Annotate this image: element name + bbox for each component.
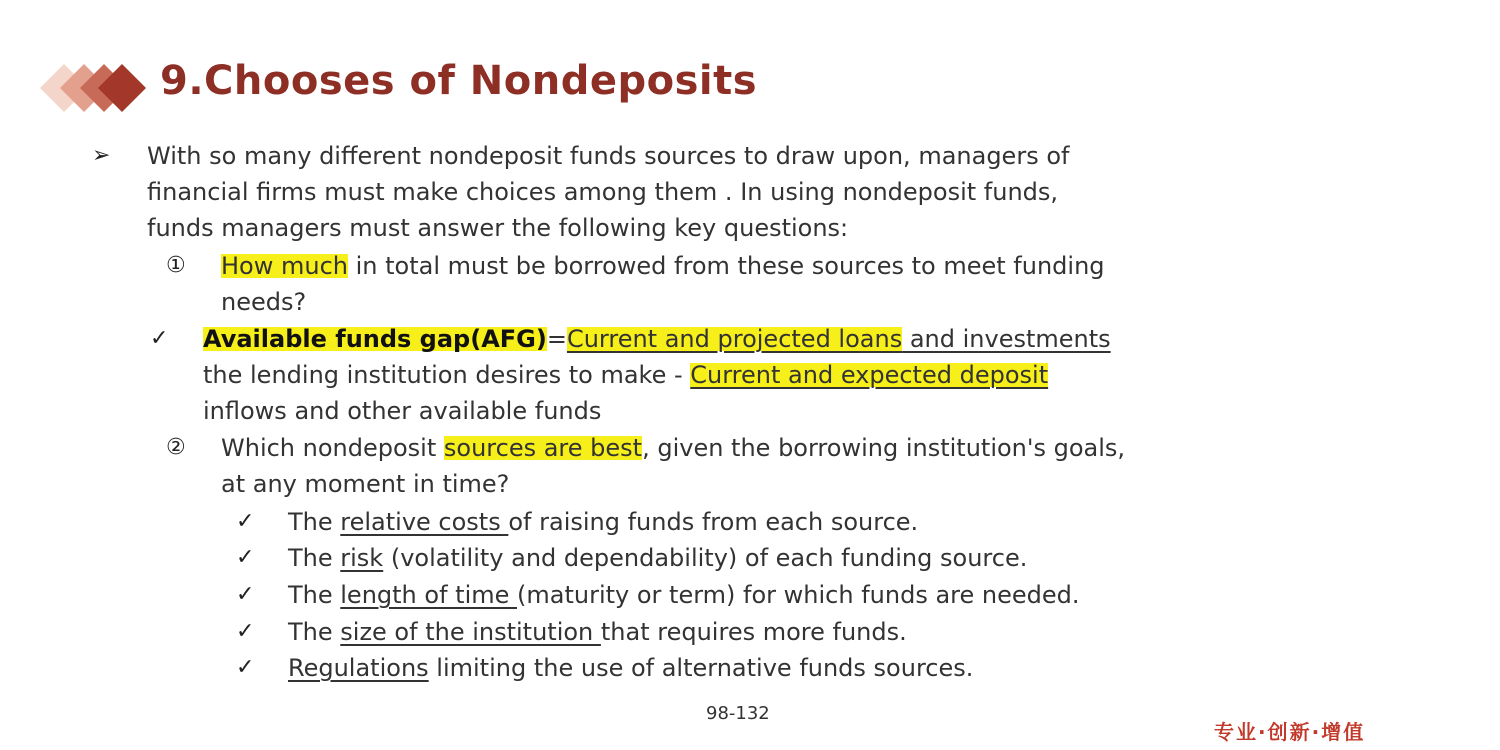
question-1-highlight: How much xyxy=(221,252,348,280)
page-number: 98-132 xyxy=(706,703,770,724)
question-1-line-1 xyxy=(221,248,1105,284)
arrow-bullet-icon: ➢ xyxy=(92,143,111,168)
afg-line-3: inflows and other available funds xyxy=(203,397,602,425)
question-2-rest: , given the borrowing institution's goals, xyxy=(642,434,1126,462)
intro-line-3: funds managers must answer the following key questions: xyxy=(147,214,849,242)
afg-line-1 xyxy=(203,321,1111,357)
question-2-pre: Which nondeposit xyxy=(221,434,444,462)
list-item xyxy=(288,540,1027,576)
question-2-highlight: sources are best xyxy=(443,434,643,462)
afg-term1-rest: and investments xyxy=(902,325,1111,353)
afg-term: Available funds gap(AFG) xyxy=(203,325,547,353)
slide-title: 9.Chooses of Nondeposits xyxy=(160,58,758,104)
brand-slogan: 专业·创新·增值 xyxy=(1214,720,1366,744)
afg-term2: Current and expected deposit xyxy=(690,361,1049,389)
list-item xyxy=(288,577,1080,613)
intro-line-1: With so many different nondeposit funds sources to draw upon, managers of xyxy=(147,142,1070,170)
afg-term1-highlight: Current and projected loans xyxy=(566,325,903,353)
question-1-marker: ① xyxy=(166,253,186,278)
factor-key: relative costs xyxy=(340,508,509,536)
check-icon: ✓ xyxy=(150,326,169,351)
check-icon: ✓ xyxy=(236,545,255,570)
check-icon: ✓ xyxy=(236,619,255,644)
factor-post: (maturity or term) for which funds are needed. xyxy=(517,581,1080,609)
factor-key: size of the institution xyxy=(340,618,601,646)
intro-line-2: financial firms must make choices among them . In using nondeposit funds, xyxy=(147,178,1059,206)
afg-equals: = xyxy=(546,325,567,353)
afg-line-2-text: the lending institution desires to make - xyxy=(203,361,691,389)
factor-post: that requires more funds. xyxy=(600,618,907,646)
question-1-line-2: needs? xyxy=(221,288,307,316)
question-1-text: in total must be borrowed from these sources to meet funding xyxy=(347,252,1105,280)
factor-post: (volatility and dependability) of each funding source. xyxy=(383,544,1028,572)
list-item xyxy=(288,504,918,540)
check-icon: ✓ xyxy=(236,509,255,534)
afg-line-2 xyxy=(203,357,1048,393)
factor-key: length of time xyxy=(340,581,518,609)
factor-pre: The xyxy=(288,581,341,609)
factor-post: limiting the use of alternative funds sources. xyxy=(428,654,974,682)
question-2-line-1 xyxy=(221,430,1125,466)
factor-pre: The xyxy=(288,508,341,536)
factor-post: of raising funds from each source. xyxy=(508,508,919,536)
factor-pre: The xyxy=(288,544,341,572)
list-item xyxy=(288,650,973,686)
factor-key: Regulations xyxy=(288,654,429,682)
question-2-marker: ② xyxy=(166,435,186,460)
question-2-line-2: at any moment in time? xyxy=(221,470,510,498)
factor-pre: The xyxy=(288,618,341,646)
factor-key: risk xyxy=(340,544,384,572)
check-icon: ✓ xyxy=(236,582,255,607)
check-icon: ✓ xyxy=(236,655,255,680)
title-diamond-icon xyxy=(38,62,148,114)
list-item xyxy=(288,614,907,650)
afg-term1 xyxy=(567,325,1111,353)
